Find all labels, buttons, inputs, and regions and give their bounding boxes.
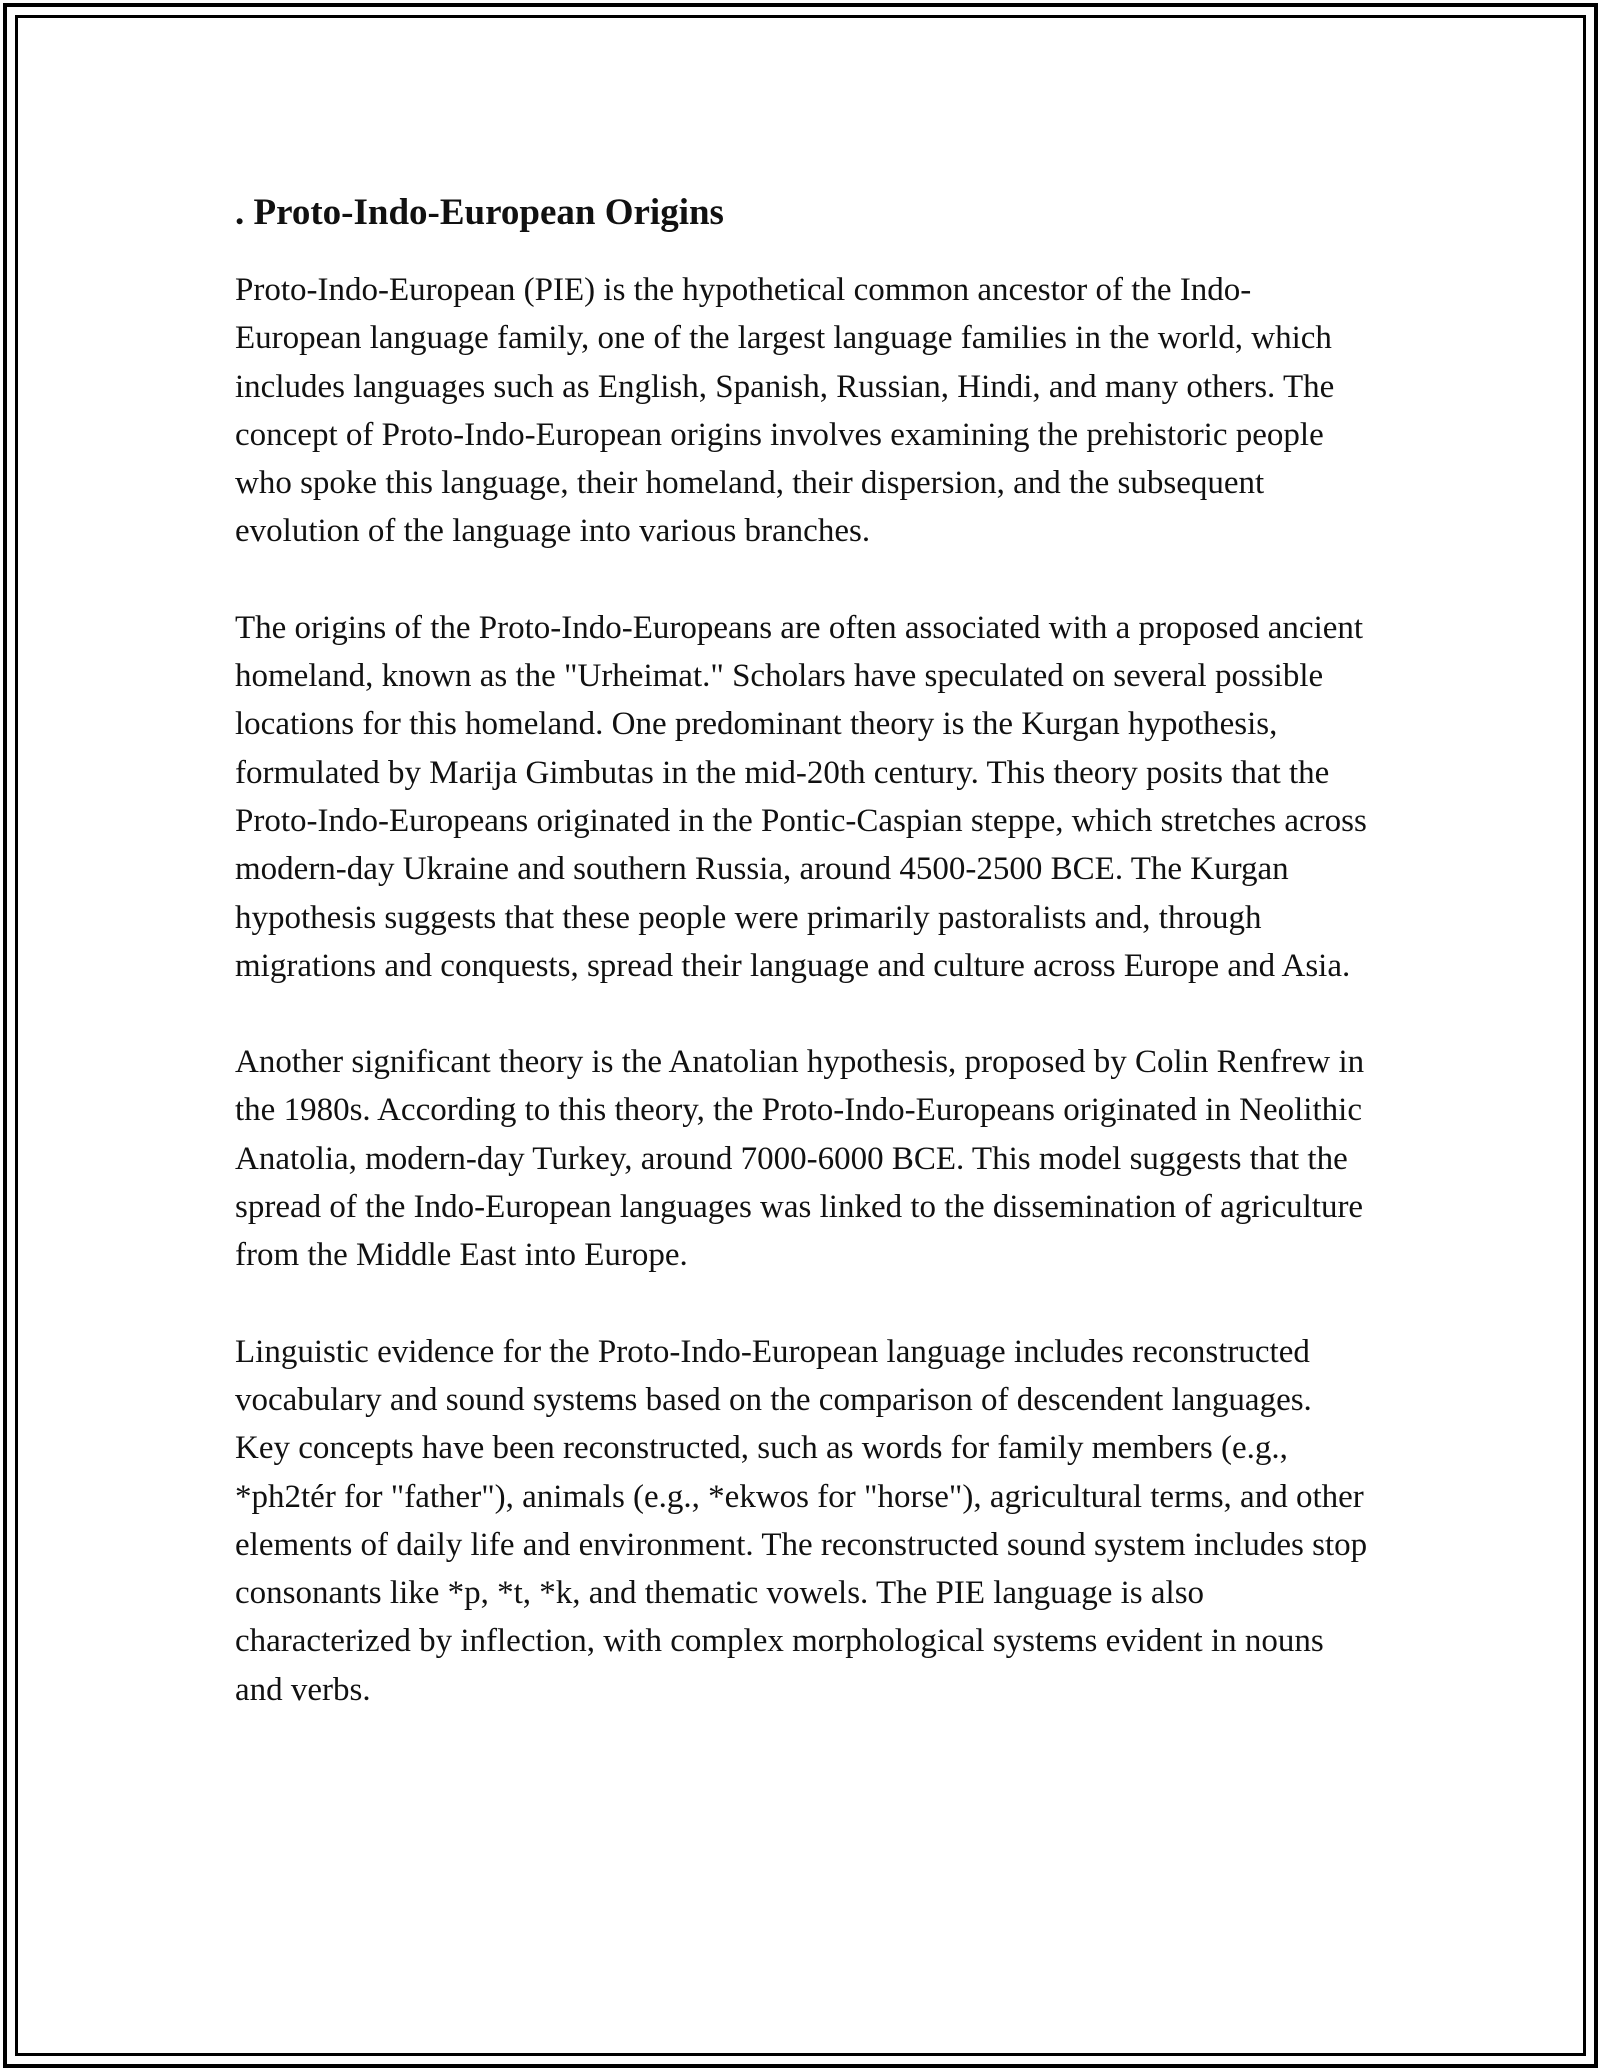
paragraph-anatolian-hypothesis: Another significant theory is the Anatolian hypothesis, proposed by Colin Renfrew in the 1980s. According to this theory, the Proto-Indo-Europeans originated in Neolithic Anatolia, modern-day Turkey, around 7000-6000 BCE. This model suggests that the spread of the Indo-European languages was linked to the dissemination of agriculture from the Middle East into Europe. <box>235 1044 1365 1274</box>
paragraph-linguistic-evidence: Linguistic evidence for the Proto-Indo-European language includes reconstructed vocabulary and sound systems based on the comparison of descendent languages. Key concepts have been reconstructed, such as words for family members (e.g., *ph2tér for "father"), animals (e.g., *ekwos for "horse"), agricultural terms, and other elements of daily life and environment. The reconstructed sound system includes stop consonants like *p, *t, *k, and thematic vowels. The PIE language is also characterized by inflection, with complex morphological systems evident in nouns and verbs. <box>235 1333 1368 1708</box>
paragraph-kurgan-hypothesis: The origins of the Proto-Indo-Europeans are often associated with a proposed ancient homeland, known as the "Urheimat." Scholars have speculated on several possible locations for this homeland. One predominant theory is the Kurgan hypothesis, formulated by Marija Gimbutas in the mid-20th century. This theory posits that the Proto-Indo-Europeans originated in the Pontic-Caspian steppe, which stretches across modern-day Ukraine and southern Russia, around 4500-2500 BCE. The Kurgan hypothesis suggests that these people were primarily pastoralists and, through migrations and conquests, spread their language and culture across Europe and Asia. <box>235 609 1367 984</box>
document-body <box>235 188 1370 1762</box>
section-heading: . Proto-Indo-European Origins <box>235 192 724 233</box>
paragraph-intro: Proto-Indo-European (PIE) is the hypothetical common ancestor of the Indo-European language family, one of the largest language families in the world, which includes languages such as English, Spanish, Russian, Hindi, and many others. The concept of Proto-Indo-European origins involves examining the prehistoric people who spoke this language, their homeland, their dispersion, and the subsequent evolution of the language into various branches. <box>235 272 1335 550</box>
